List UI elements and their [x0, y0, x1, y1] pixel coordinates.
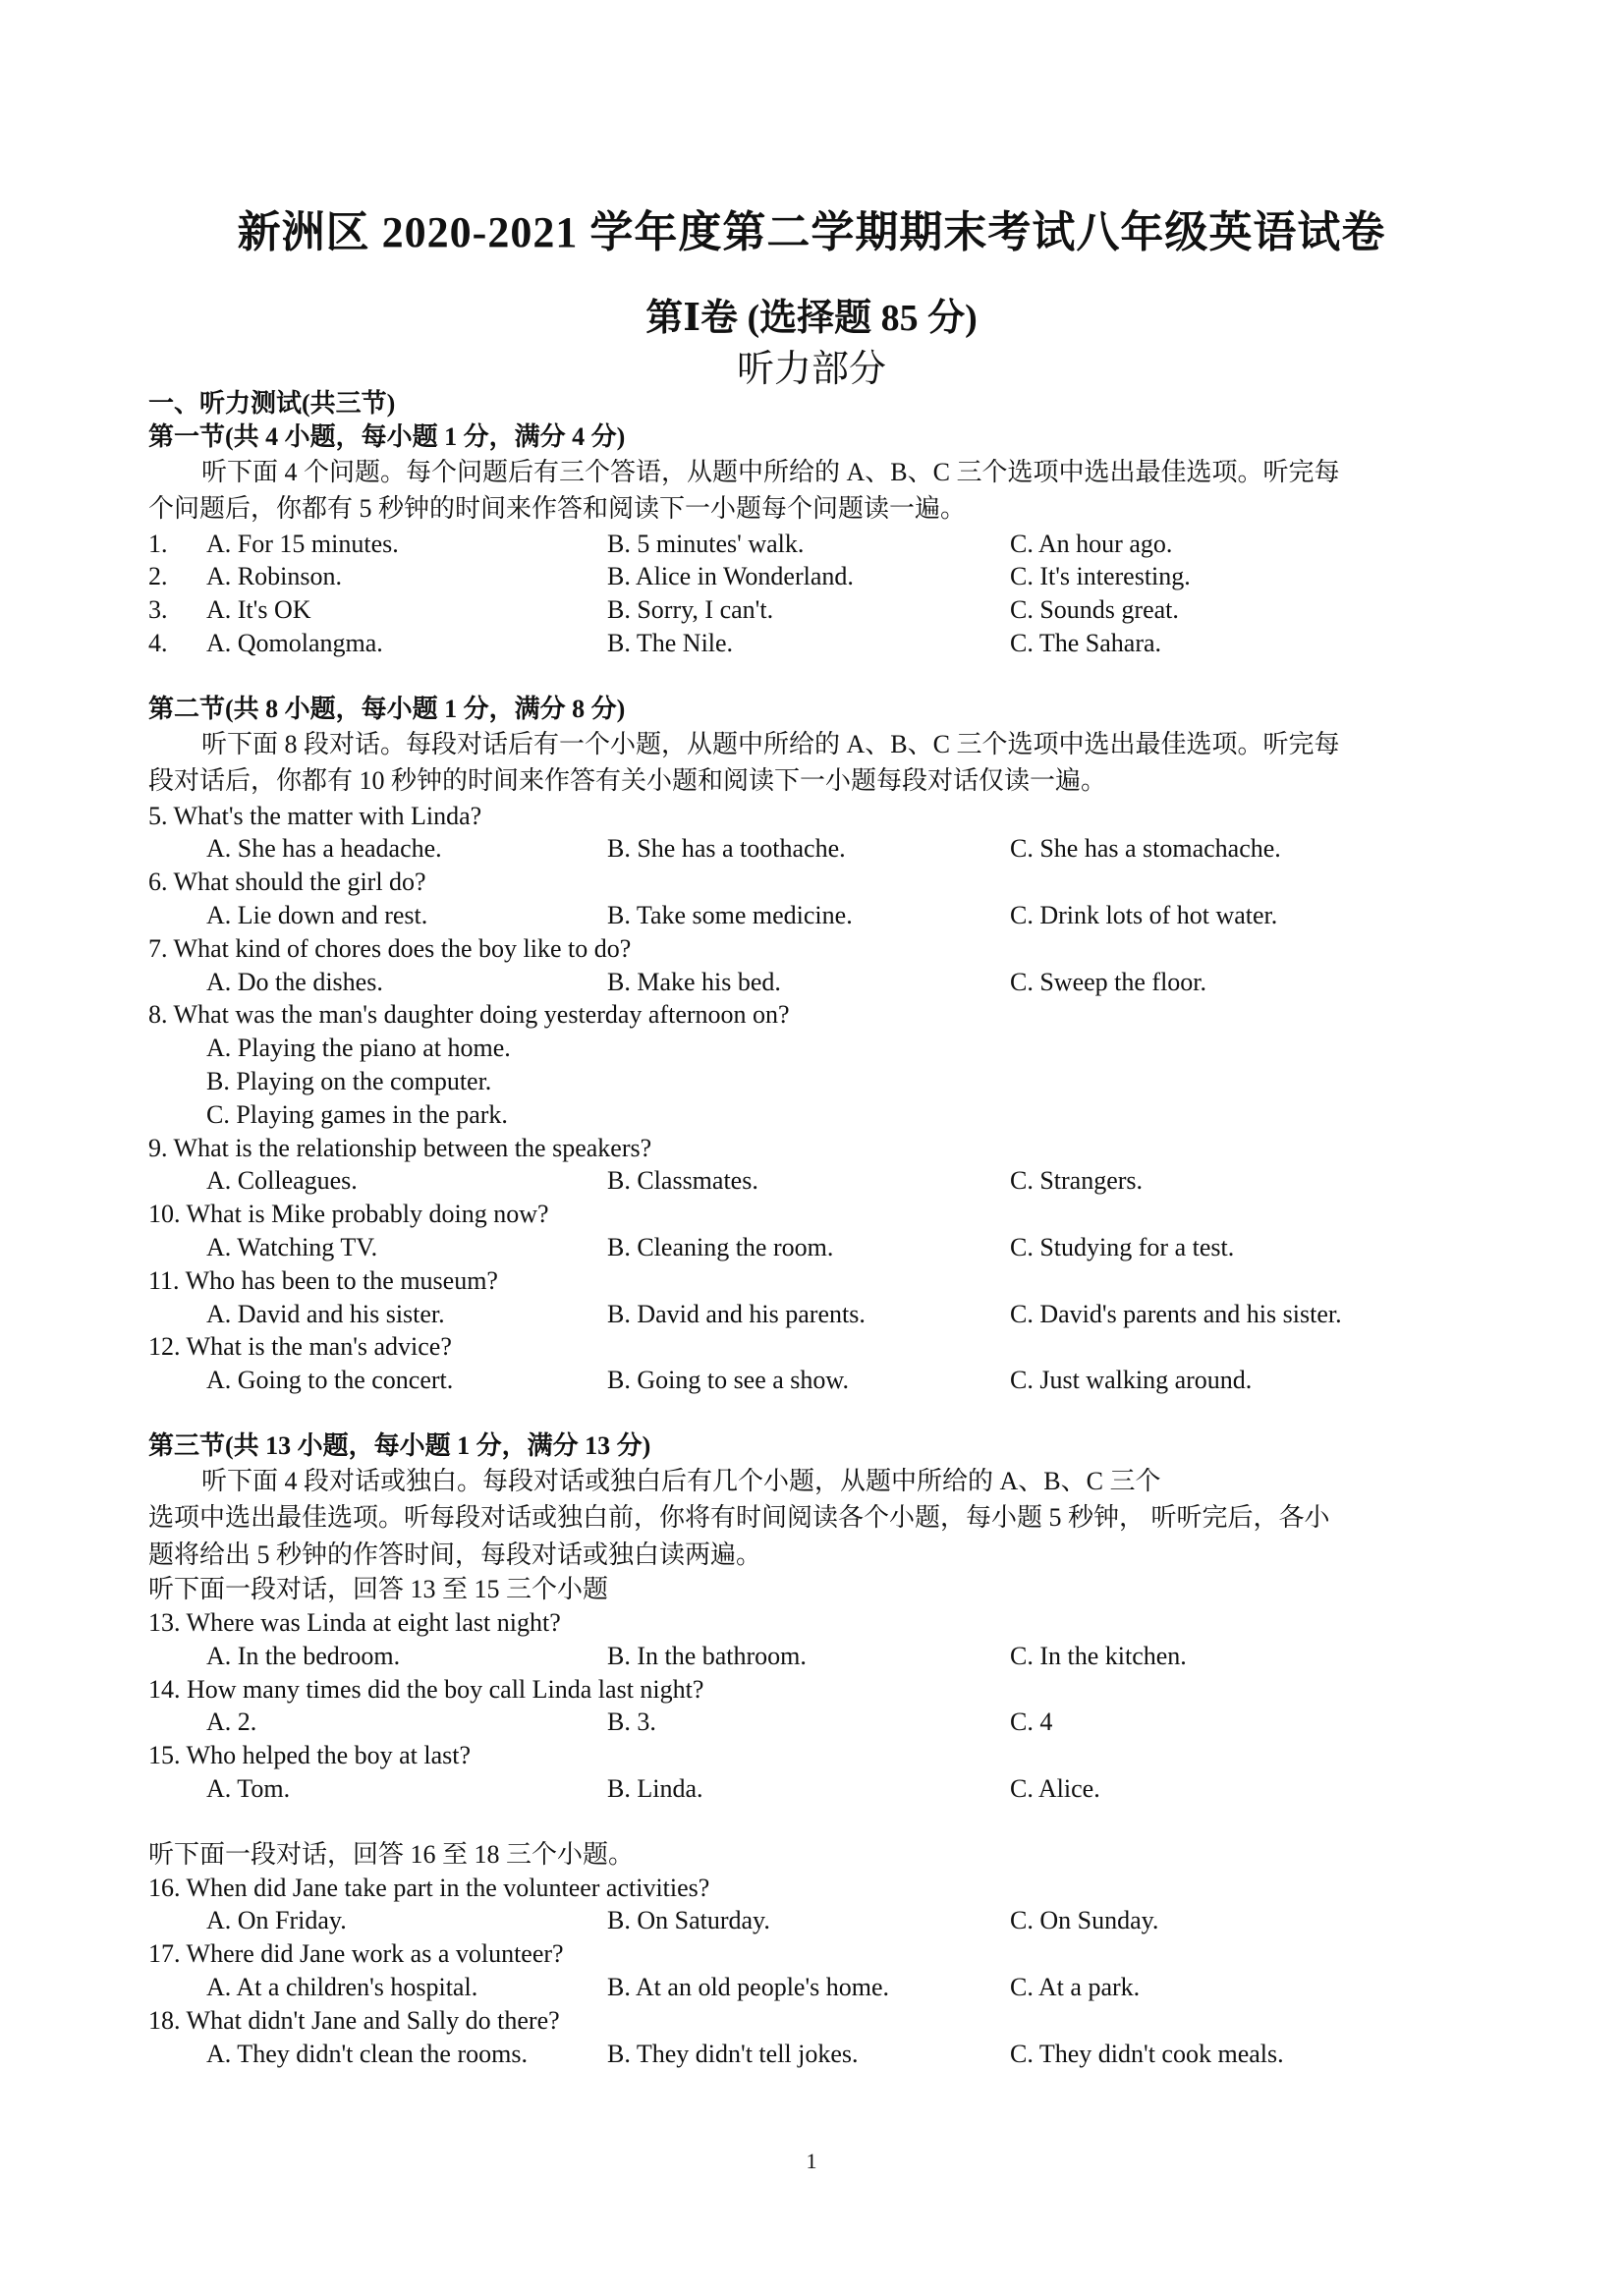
option-b: B. Playing on the computer. — [206, 1066, 492, 1095]
spacer — [148, 660, 1484, 693]
option-b: B. The Nile. — [607, 628, 734, 657]
section1-instruction-line: 听下面 4 个问题。每个问题后有三个答语，从题中所给的 A、B、C 三个选项中选出最佳选项。听完每 — [201, 457, 1340, 486]
question-stem: 17. Where did Jane work as a volunteer? — [148, 1939, 564, 1969]
section3-title: 第三节(共 13 小题，每小题 1 分，满分 13 分) — [148, 1430, 651, 1460]
option-b: B. Cleaning the room. — [607, 1232, 834, 1261]
question-stem: 14. How many times did the boy call Linda last night? — [148, 1674, 704, 1704]
question-stem: 18. What didn't Jane and Sally do there? — [148, 2005, 560, 2035]
question-stem: 7. What kind of chores does the boy like to do? — [148, 933, 632, 963]
option-c: C. She has a stomachache. — [1010, 834, 1281, 864]
options-row — [148, 1904, 1484, 1937]
option-a: A. Playing the piano at home. — [206, 1034, 511, 1063]
section1-instruction-line: 个问题后，你都有 5 秒钟的时间来作答和阅读下一小题每个问题读一遍。 — [148, 494, 967, 524]
option-c: C. Sweep the floor. — [1010, 967, 1207, 996]
options-row — [148, 2038, 1484, 2071]
section2-title: 第二节(共 8 小题，每小题 1 分，满分 8 分) — [148, 694, 626, 723]
option-c: C. They didn't cook meals. — [1010, 2039, 1284, 2068]
question-stem: 12. What is the man's advice? — [148, 1332, 452, 1362]
dialog-intro: 听下面一段对话，回答 13 至 15 三个小题 — [148, 1575, 609, 1604]
option-c: C. In the kitchen. — [1010, 1641, 1187, 1670]
option-c: C. Just walking around. — [1010, 1366, 1253, 1395]
option-c: C. At a park. — [1010, 1972, 1141, 2001]
options-row — [148, 1772, 1484, 1806]
option-b: B. On Saturday. — [607, 1906, 770, 1935]
option-a: A. Robinson. — [206, 562, 342, 591]
option-a: A. They didn't clean the rooms. — [206, 2039, 528, 2068]
option-b: B. Alice in Wonderland. — [607, 562, 854, 591]
option-c: C. Drink lots of hot water. — [1010, 900, 1278, 929]
option-a: A. For 15 minutes. — [206, 529, 399, 558]
option-c: C. An hour ago. — [1010, 529, 1173, 558]
question-stem: 10. What is Mike probably doing now? — [148, 1200, 549, 1229]
spacer — [148, 1806, 1484, 1838]
question-row-1 — [148, 528, 1484, 561]
question-stem: 5. What's the matter with Linda? — [148, 801, 482, 830]
question-stem: 8. What was the man's daughter doing yesterday afternoon on? — [148, 1000, 790, 1030]
option-c: C. The Sahara. — [1010, 628, 1162, 657]
question-stem: 15. Who helped the boy at last? — [148, 1741, 472, 1770]
option-a: A. Qomolangma. — [206, 628, 383, 657]
question-stem: 13. Where was Linda at eight last night? — [148, 1608, 561, 1638]
option-c: C. On Sunday. — [1010, 1906, 1159, 1935]
options-row — [148, 1164, 1484, 1198]
dialog-intro: 听下面一段对话，回答 16 至 18 三个小题。 — [148, 1839, 635, 1869]
option-c: C. Sounds great. — [1010, 595, 1179, 625]
option-a: A. Watching TV. — [206, 1232, 378, 1261]
options-row — [148, 1640, 1484, 1673]
section3-instruction-line: 听下面 4 段对话或独白。每段对话或独白后有几个小题，从题中所给的 A、B、C 三个 — [201, 1466, 1161, 1495]
section3-instruction-line: 选项中选出最佳选项。听每段对话或独白前，你将有时间阅读各个小题，每小题 5 秒钟， 听听完后，各小 — [148, 1503, 1330, 1533]
part-heading: 听力部分 — [736, 349, 886, 390]
question-row-2 — [148, 560, 1484, 593]
option-a: A. She has a headache. — [206, 834, 442, 864]
option-c: C. Studying for a test. — [1010, 1232, 1235, 1261]
option-b: B. Make his bed. — [607, 967, 781, 996]
spacer — [148, 1397, 1484, 1429]
option-a: A. Lie down and rest. — [206, 900, 428, 929]
option-a: A. On Friday. — [206, 1906, 347, 1935]
section2-instruction-line: 听下面 8 段对话。每段对话后有一个小题，从题中所给的 A、B、C 三个选项中选出最佳选项。听完每 — [201, 729, 1340, 758]
option-c: C. Playing games in the park. — [206, 1099, 508, 1129]
exam-title: 新洲区 2020-2021 学年度第二学期期末考试八年级英语试卷 — [237, 208, 1386, 256]
options-row — [148, 1065, 1484, 1098]
option-b: B. 3. — [607, 1708, 656, 1737]
option-b: B. Take some medicine. — [607, 900, 853, 929]
option-c: C. It's interesting. — [1010, 562, 1191, 591]
option-b: B. Linda. — [607, 1774, 703, 1803]
question-row-4 — [148, 627, 1484, 660]
options-row — [148, 899, 1484, 932]
option-b: B. They didn't tell jokes. — [607, 2039, 859, 2068]
options-row — [148, 1231, 1484, 1264]
section3-instruction-line: 题将给出 5 秒钟的作答时间，每段对话或独白读两遍。 — [148, 1540, 762, 1569]
options-row — [148, 1364, 1484, 1397]
question-stem: 9. What is the relationship between the speakers? — [148, 1133, 652, 1162]
option-b: B. In the bathroom. — [607, 1641, 807, 1670]
option-c: C. 4 — [1010, 1708, 1053, 1737]
option-c: C. David's parents and his sister. — [1010, 1299, 1342, 1328]
option-c: C. Strangers. — [1010, 1166, 1144, 1196]
option-a: A. Going to the concert. — [206, 1366, 454, 1395]
exam-content — [148, 387, 1484, 2070]
question-stem: 11. Who has been to the museum? — [148, 1265, 498, 1295]
options-row — [148, 1298, 1484, 1331]
question-number: 4. — [148, 628, 168, 657]
option-b: B. At an old people's home. — [607, 1972, 890, 2001]
option-a: A. In the bedroom. — [206, 1641, 401, 1670]
option-a: A. At a children's hospital. — [206, 1972, 478, 2001]
question-number: 1. — [148, 529, 168, 558]
options-row — [148, 1032, 1484, 1065]
option-c: C. Alice. — [1010, 1774, 1100, 1803]
option-b: B. Sorry, I can't. — [607, 595, 774, 625]
question-stem: 6. What should the girl do? — [148, 868, 426, 897]
option-b: B. She has a toothache. — [607, 834, 846, 864]
option-b: B. Going to see a show. — [607, 1366, 850, 1395]
options-row — [148, 1971, 1484, 2004]
section2-instruction-line: 段对话后，你都有 10 秒钟的时间来作答有关小题和阅读下一小题每段对话仅读一遍。 — [148, 766, 1107, 796]
main-section-title: 一、听力测试(共三节) — [148, 389, 396, 418]
option-a: A. Do the dishes. — [206, 967, 383, 996]
question-number: 3. — [148, 595, 168, 625]
option-a: A. Tom. — [206, 1774, 291, 1803]
option-a: A. David and his sister. — [206, 1299, 445, 1328]
options-row — [148, 966, 1484, 999]
exam-subtitle: 第Ⅰ卷 (选择题 85 分) — [645, 298, 978, 339]
options-row — [148, 1706, 1484, 1739]
option-b: B. Classmates. — [607, 1166, 758, 1196]
question-row-3 — [148, 593, 1484, 627]
option-b: B. 5 minutes' walk. — [607, 529, 805, 558]
option-b: B. David and his parents. — [607, 1299, 866, 1328]
section1-title: 第一节(共 4 小题，每小题 1 分，满分 4 分) — [148, 421, 626, 451]
options-row — [148, 1098, 1484, 1132]
question-number: 2. — [148, 562, 168, 591]
option-a: A. Colleagues. — [206, 1166, 358, 1196]
options-row — [148, 832, 1484, 866]
page-number: 1 — [806, 2149, 817, 2173]
question-stem: 16. When did Jane take part in the volunteer activities? — [148, 1873, 710, 1902]
option-a: A. 2. — [206, 1708, 257, 1737]
option-a: A. It's OK — [206, 595, 311, 625]
